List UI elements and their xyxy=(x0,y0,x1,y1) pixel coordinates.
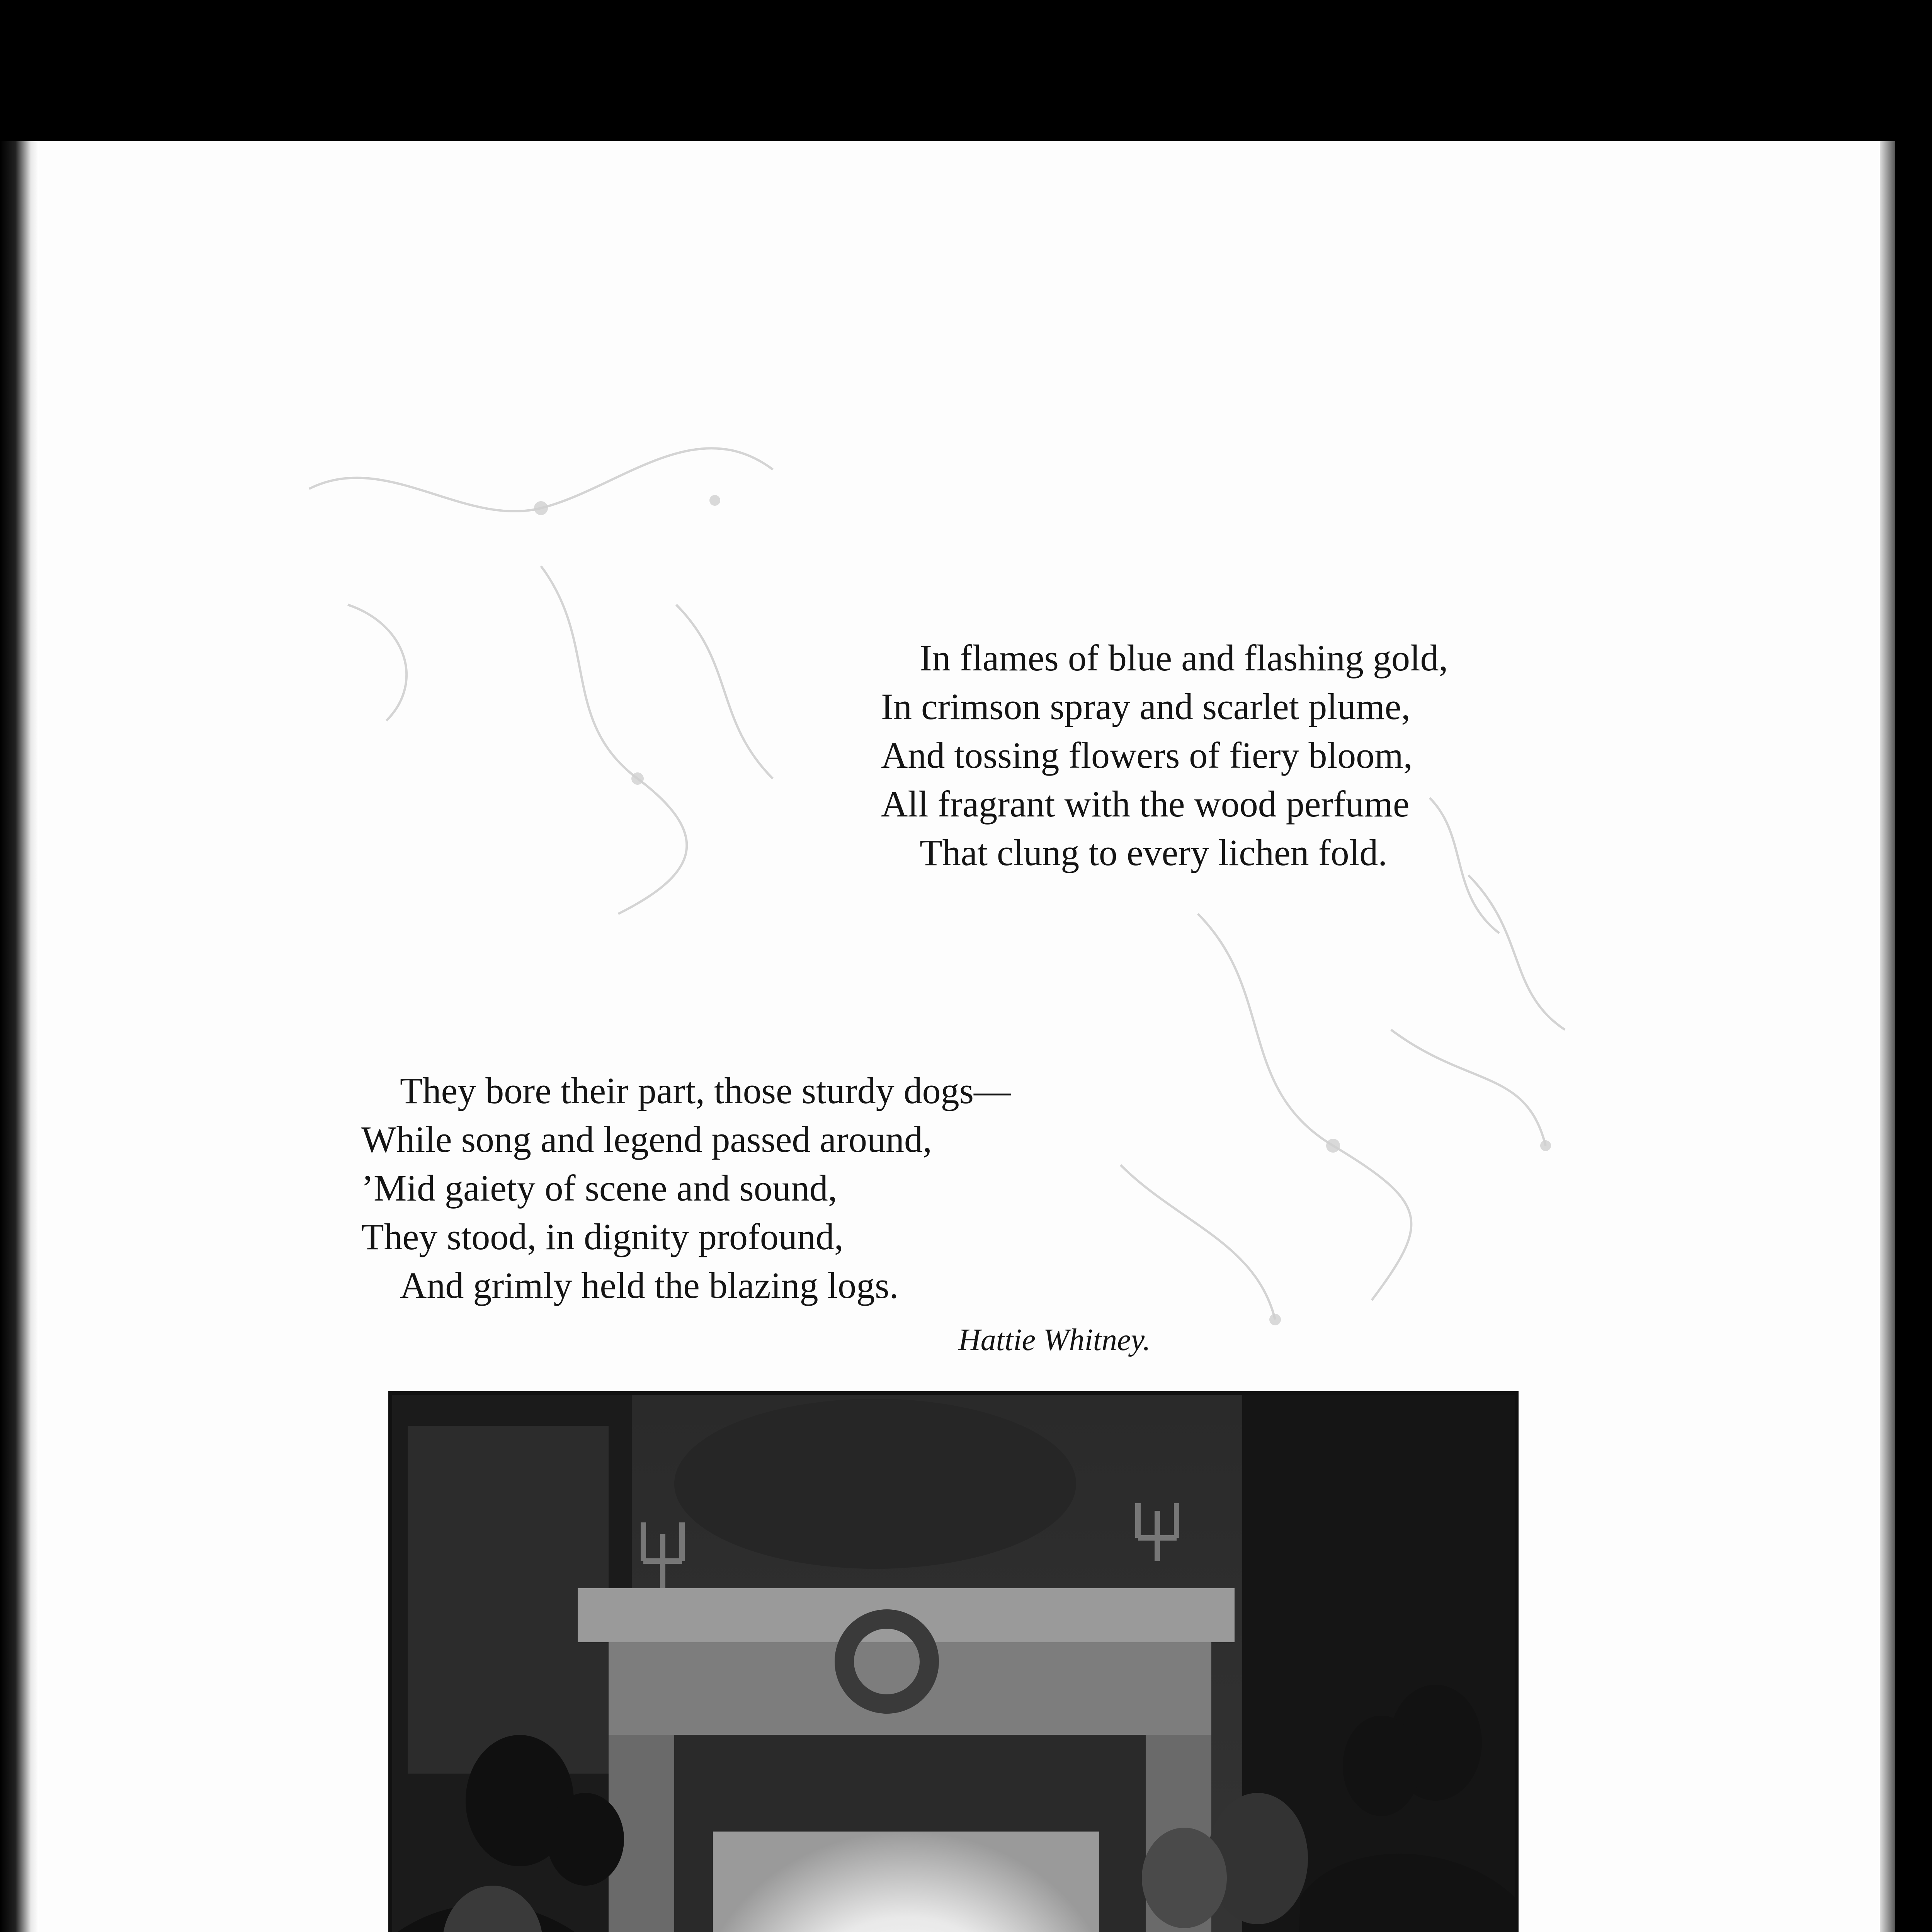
poem-line: While song and legend passed around, xyxy=(361,1119,932,1160)
poem-line: And tossing flowers of fiery bloom, xyxy=(881,735,1413,776)
poem-stanza-1 xyxy=(881,634,1448,877)
poem-line: They bore their part, those sturdy dogs— xyxy=(400,1070,1011,1111)
fireplace-scene-image xyxy=(392,1395,1515,1932)
fireplace-illustration xyxy=(388,1391,1519,1932)
poem-line: They stood, in dignity profound, xyxy=(361,1216,844,1257)
poem-line: ’Mid gaiety of scene and sound, xyxy=(361,1167,837,1209)
poem-line: In flames of blue and flashing gold, xyxy=(920,637,1448,679)
poem-line: And grimly held the blazing logs. xyxy=(400,1265,899,1306)
page-edge xyxy=(1880,141,1895,1932)
book-binding xyxy=(0,141,39,1932)
poem-line: In crimson spray and scarlet plume, xyxy=(881,686,1411,727)
poem-attribution: Hattie Whitney. xyxy=(958,1323,1151,1357)
poem-line: All fragrant with the wood perfume xyxy=(881,783,1410,825)
poem-line: That clung to every lichen fold. xyxy=(920,832,1388,873)
book-page xyxy=(39,141,1880,1932)
poem-stanza-2 xyxy=(361,1066,1011,1310)
